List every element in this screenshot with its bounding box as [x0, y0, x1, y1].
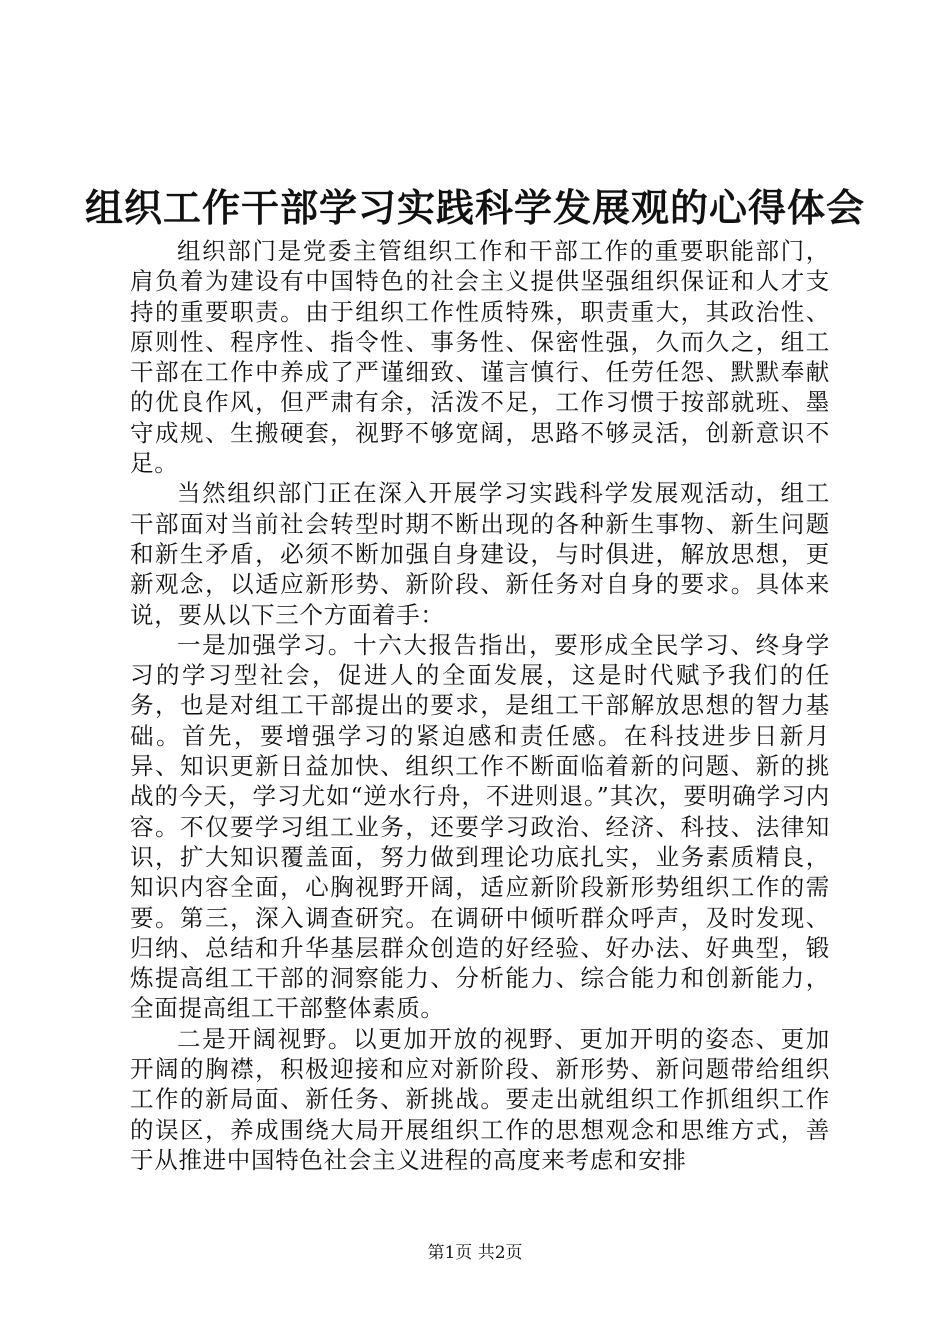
paragraph-2: 当然组织部门正在深入开展学习实践科学发展观活动，组工干部面对当前社会转型时期不断出现的各种新生事物、新生问题和新生矛盾，必须不断加强自身建设，与时俱进，解放思想，更新观念，以适应新形势、新阶段、新任务对自身的要求。具体来说，要从以下三个方面着手： [130, 479, 830, 629]
document-title: 组织工作干部学习实践科学发展观的心得体会 [84, 186, 865, 230]
document-body [130, 236, 830, 1175]
page-number-footer: 第1页 共2页 [427, 1243, 523, 1263]
paragraph-4: 二是开阔视野。以更加开放的视野、更加开明的姿态、更加开阔的胸襟，积极迎接和应对新阶段、新形势、新问题带给组织工作的新局面、新任务、新挑战。要走出就组织工作抓组织工作的误区，养成围绕大局开展组织工作的思想观念和思维方式，善于从推进中国特色社会主义进程的高度来考虑和安排 [130, 1024, 830, 1174]
paragraph-3: 一是加强学习。十六大报告指出，要形成全民学习、终身学习的学习型社会，促进人的全面发展，这是时代赋予我们的任务，也是对组工干部提出的要求，是组工干部解放思想的智力基础。首先，要增强学习的紧迫感和责任感。在科技进步日新月异、知识更新日益加快、组织工作不断面临着新的问题、新的挑战的今天，学习尤如“逆水行舟，不进则退。”其次，要明确学习内容。不仅要学习组工业务，还要学习政治、经济、科技、法律知识，扩大知识覆盖面，努力做到理论功底扎实，业务素质精良，知识内容全面，心胸视野开阔，适应新阶段新形势组织工作的需要。第三，深入调查研究。在调研中倾听群众呼声，及时发现、归纳、总结和升华基层群众创造的好经验、好办法、好典型，锻炼提高组工干部的洞察能力、分析能力、综合能力和创新能力，全面提高组工干部整体素质。 [130, 630, 830, 1023]
paragraph-1: 组织部门是党委主管组织工作和干部工作的重要职能部门，肩负着为建设有中国特色的社会主义提供坚强组织保证和人才支持的重要职责。由于组织工作性质特殊，职责重大，其政治性、原则性、程序性、指令性、事务性、保密性强，久而久之，组工干部在工作中养成了严谨细致、谨言慎行、任劳任怨、默默奉献的优良作风，但严肃有余，活泼不足，工作习惯于按部就班、墨守成规、生搬硬套，视野不够宽阔，思路不够灵活，创新意识不足。 [130, 237, 830, 478]
